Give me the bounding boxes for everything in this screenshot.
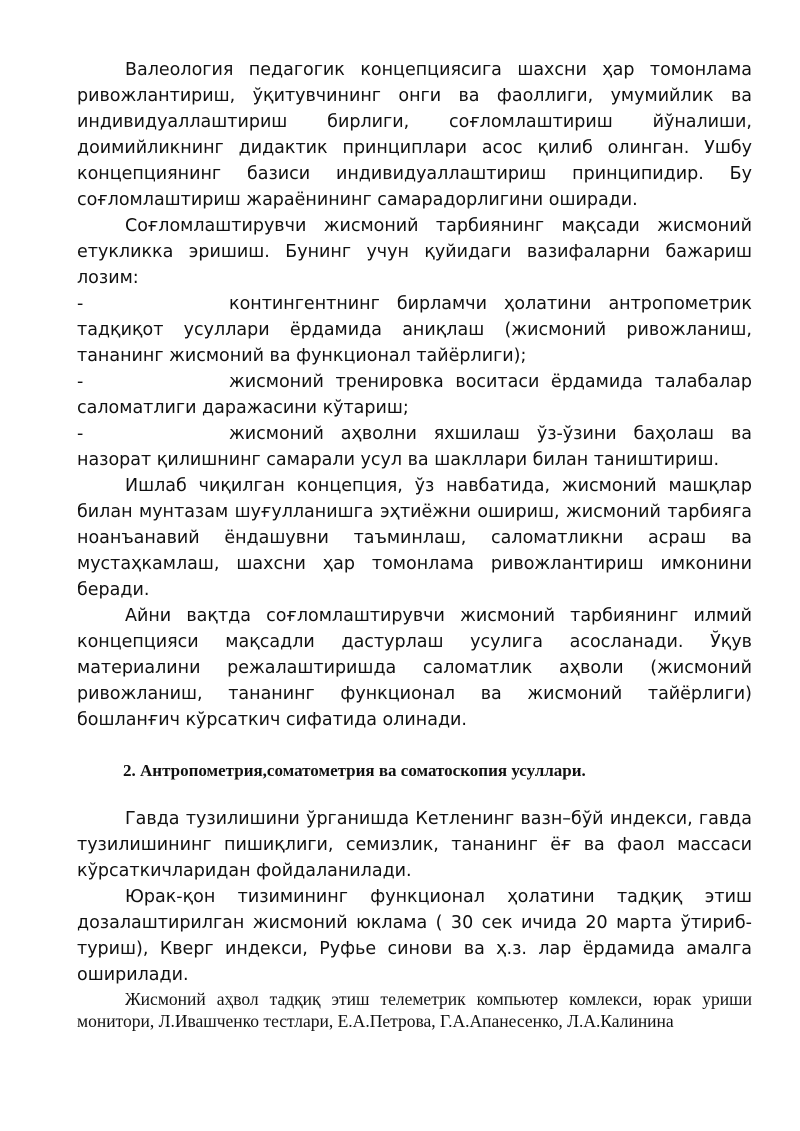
paragraph-2: Соғломлаштирувчи жисмоний тарбиянинг мақсади жисмоний етукликка эришиш. Бунинг учун қуйидаги вазифаларни бажариш лозим: <box>77 216 752 288</box>
document-page <box>77 57 752 1032</box>
list-item-text: жисмоний аҳволни яхшилаш ўз-ўзини баҳолаш ва назорат қилишнинг самарали усул ва шакллари билан таништириш. <box>77 424 752 470</box>
paragraph-1: Валеология педагогик концепциясига шахсни ҳар томонлама ривожлантириш, ўқитувчининг онги ва фаоллиги, умумийлик ва индивидуаллаштириш бирлиги, соғломлаштириш йўналиши, доимийликнинг дидактик принциплари асос қилиб олинган. Ушбу концепциянинг базиси индивидуаллаштириш принципидир. Бу соғломлаштириш жараёнининг самарадорлигини оширади. <box>77 60 752 210</box>
list-dash: - <box>77 372 84 392</box>
list-item <box>77 421 752 473</box>
list-item <box>77 291 752 369</box>
paragraph-7: Жисмоний аҳвол тадқиқ этиш телеметрик компьютер комлекси, юрак уриши монитори, Л.Ивашченко тестлари, Е.А.Петрова, Г.А.Апанесенко, Л.А.Калинина <box>77 989 752 1031</box>
paragraph-4: Айни вақтда соғломлаштирувчи жисмоний тарбиянинг илмий концепцияси мақсадли дастурлаш усулига асосланади. Ўқув материалини режалаштиришда саломатлик аҳволи (жисмоний ривожланиш, тананинг функционал ва жисмоний тайёрлиги) бошланғич кўрсаткич сифатида олинади. <box>77 606 752 730</box>
paragraph-3: Ишлаб чиқилган концепция, ўз навбатида, жисмоний машқлар билан мунтазам шуғулланишга эҳтиёжни ошириш, жисмоний тарбияга ноанъанавий ёндашувни таъминлаш, саломатликни асраш ва мустаҳкамлаш, шахсни ҳар томонлама ривожлантириш имконини беради. <box>77 476 752 600</box>
paragraph-5: Гавда тузилишини ўрганишда Кетленинг вазн–бўй индекси, гавда тузилишининг пишиқлиги, семизлик, тананинг ёғ ва фаол массаси кўрсаткичларидан фойдаланилади. <box>77 809 752 881</box>
list-dash: - <box>77 294 84 314</box>
list-item <box>77 369 752 421</box>
list-item-text: жисмоний тренировка воситаси ёрдамида талабалар саломатлиги даражасини кўтариш; <box>77 372 752 418</box>
list-item-text: контингентнинг бирламчи ҳолатини антропометрик тадқиқот усуллари ёрдамида аниқлаш (жисмоний ривожланиш, тананинг жисмоний ва функционал тайёрлиги); <box>77 294 752 366</box>
list-dash: - <box>77 424 84 444</box>
section-heading: 2. Антропометрия,соматометрия ва соматоскопия усуллари. <box>123 761 586 780</box>
paragraph-6: Юрак-қон тизимининг функционал ҳолатини тадқиқ этиш дозалаштирилган жисмоний юклама ( 30 сек ичида 20 марта ўтириб-туриш), Кверг индекси, Руфье синови ва ҳ.з. лар ёрдамида амалга оширилади. <box>77 887 752 985</box>
